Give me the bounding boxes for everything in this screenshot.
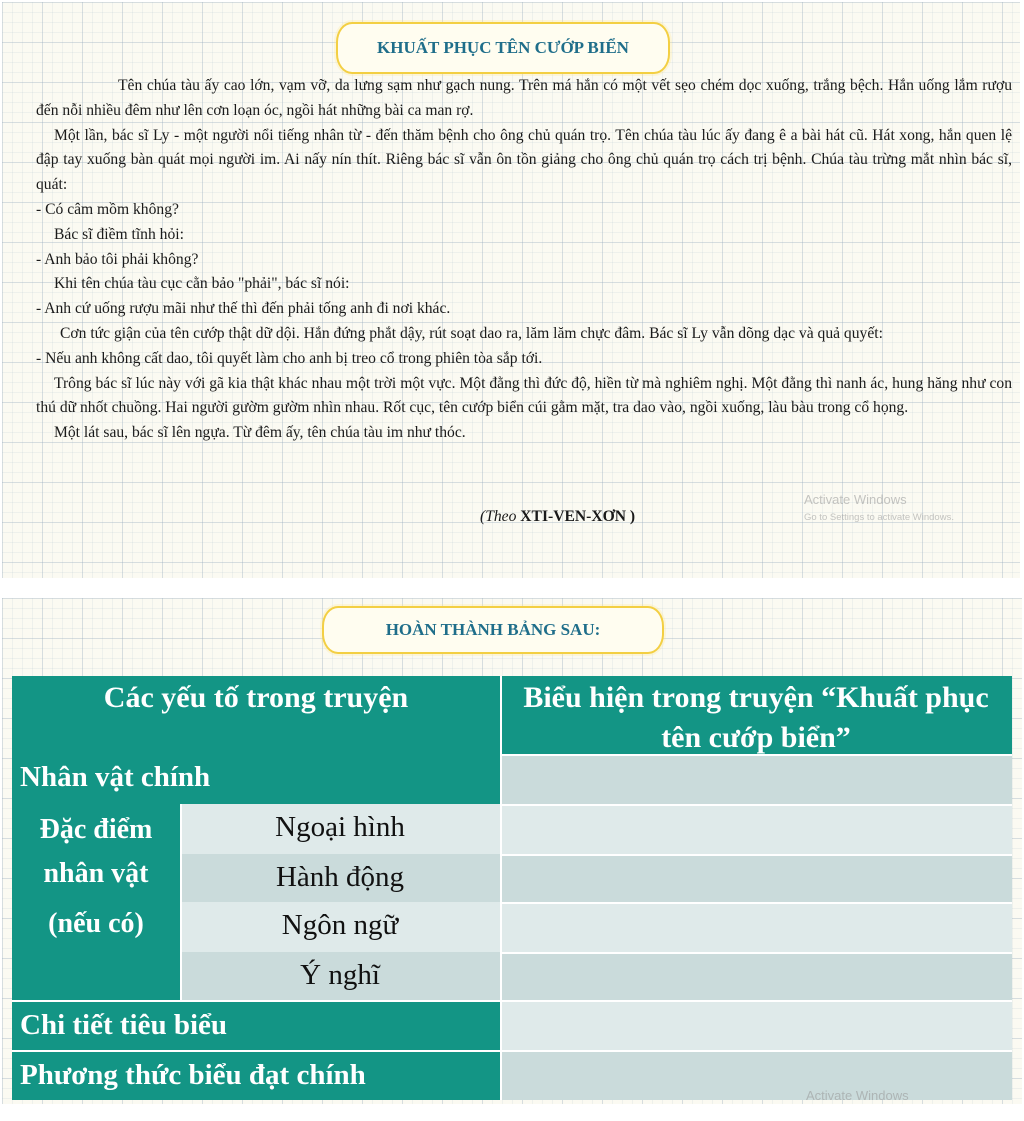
story-paragraph: Cơn tức giận của tên cướp thật dữ dội. Hắn đứng phắt dậy, rút soạt dao ra, lăm lăm chực đâm. Bác sĩ Ly vẫn dõng dạc và quả quyết:	[60, 324, 883, 342]
traits-label-line: Đặc điểm	[39, 814, 153, 845]
sub-label-appearance: Ngoại hình	[180, 804, 500, 854]
story-body	[36, 74, 1012, 446]
source-prefix: (Theo	[480, 508, 517, 525]
row-label-expression-mode: Phương thức biểu đạt chính	[12, 1050, 500, 1100]
story-dialogue: - Có câm mồm không?	[36, 200, 179, 218]
table-panel	[2, 598, 1022, 1104]
traits-label-line: (nếu có)	[48, 908, 144, 939]
traits-label-line: nhân vật	[43, 858, 149, 889]
column-divider	[180, 804, 182, 1000]
answer-cell-typical-detail[interactable]	[500, 1000, 1012, 1050]
source-author: XTI-VEN-XƠN )	[520, 508, 636, 525]
story-paragraph: Khi tên chúa tàu cục cằn bảo "phải", bác sĩ nói:	[54, 275, 350, 293]
story-source	[480, 508, 635, 526]
answer-cell-thought[interactable]	[500, 952, 1012, 1000]
table-title: HOÀN THÀNH BẢNG SAU:	[322, 606, 664, 654]
story-paragraph: Trông bác sĩ lúc này với gã kia thật khác nhau một trời một vực. Một đằng thì đức độ, hiền từ mà nghiêm nghị. Một đằng thì nanh ác, hung hăng như con thú dữ nhốt chuồng. Hai người gườm gườm nhìn nhau. Rốt cục, tên cướp biển cúi gằm mặt, tra dao vào, ngồi xuống, làu bàu trong cổ họng.	[36, 374, 1012, 417]
answer-cell-appearance[interactable]	[500, 804, 1012, 854]
answer-cell-expression-mode[interactable]	[500, 1050, 1012, 1100]
sub-label-thought: Ý nghĩ	[180, 952, 500, 1000]
answer-cell-speech[interactable]	[500, 902, 1012, 952]
story-paragraph: Tên chúa tàu ấy cao lớn, vạm vỡ, da lưng sạm như gạch nung. Trên má hắn có một vết sẹo chém dọc xuống, trắng bệch. Hắn uống lắm rượu đến nỗi nhiều đêm như lên cơn loạn óc, ngồi hát những bài ca man rợ.	[36, 77, 1012, 119]
row-label-typical-detail: Chi tiết tiêu biểu	[12, 1000, 500, 1050]
story-panel	[2, 2, 1020, 578]
header-elements: Các yếu tố trong truyện	[12, 676, 500, 754]
row-label-character-traits	[12, 804, 180, 1000]
activate-windows-watermark-2: Activate Windows	[806, 1088, 909, 1103]
story-paragraph: Một lát sau, bác sĩ lên ngựa. Từ đêm ấy, tên chúa tàu im như thóc.	[54, 424, 466, 442]
story-paragraph: Bác sĩ điềm tĩnh hỏi:	[54, 225, 184, 243]
column-divider	[500, 676, 502, 1100]
answer-cell-action[interactable]	[500, 854, 1012, 902]
sub-label-speech: Ngôn ngữ	[180, 902, 500, 952]
story-dialogue: - Nếu anh không cất dao, tôi quyết làm cho anh bị treo cổ trong phiên tòa sắp tới.	[36, 349, 543, 367]
sub-label-action: Hành động	[180, 854, 500, 902]
story-paragraph: Một lần, bác sĩ Ly - một người nổi tiếng nhân từ - đến thăm bệnh cho ông chủ quán trọ. Tên chúa tàu lúc ấy đang ê a bài hát cũ. Hát xong, hắn quen lệ đập tay xuống bàn quát mọi người im. Ai nấy nín thít. Riêng bác sĩ vẫn ôn tồn giảng cho ông chủ quán trọ cách trị bệnh. Chúa tàu trừng mắt nhìn bác sĩ, quát:	[36, 126, 1012, 194]
activate-windows-watermark: Activate Windows	[804, 492, 907, 507]
story-dialogue: - Anh cứ uống rượu mãi như thế thì đến phải tống anh đi nơi khác.	[36, 300, 451, 318]
answer-cell-main-character[interactable]	[500, 754, 1012, 804]
header-manifestation: Biểu hiện trong truyện “Khuất phục tên cướp biển”	[500, 676, 1012, 754]
row-label-main-character: Nhân vật chính	[12, 754, 500, 804]
panel-gap	[0, 578, 1024, 598]
activate-windows-subtitle: Go to Settings to activate Windows.	[804, 512, 954, 523]
story-dialogue: - Anh bảo tôi phải không?	[36, 250, 199, 268]
story-title: KHUẤT PHỤC TÊN CƯỚP BIỂN	[336, 22, 670, 74]
